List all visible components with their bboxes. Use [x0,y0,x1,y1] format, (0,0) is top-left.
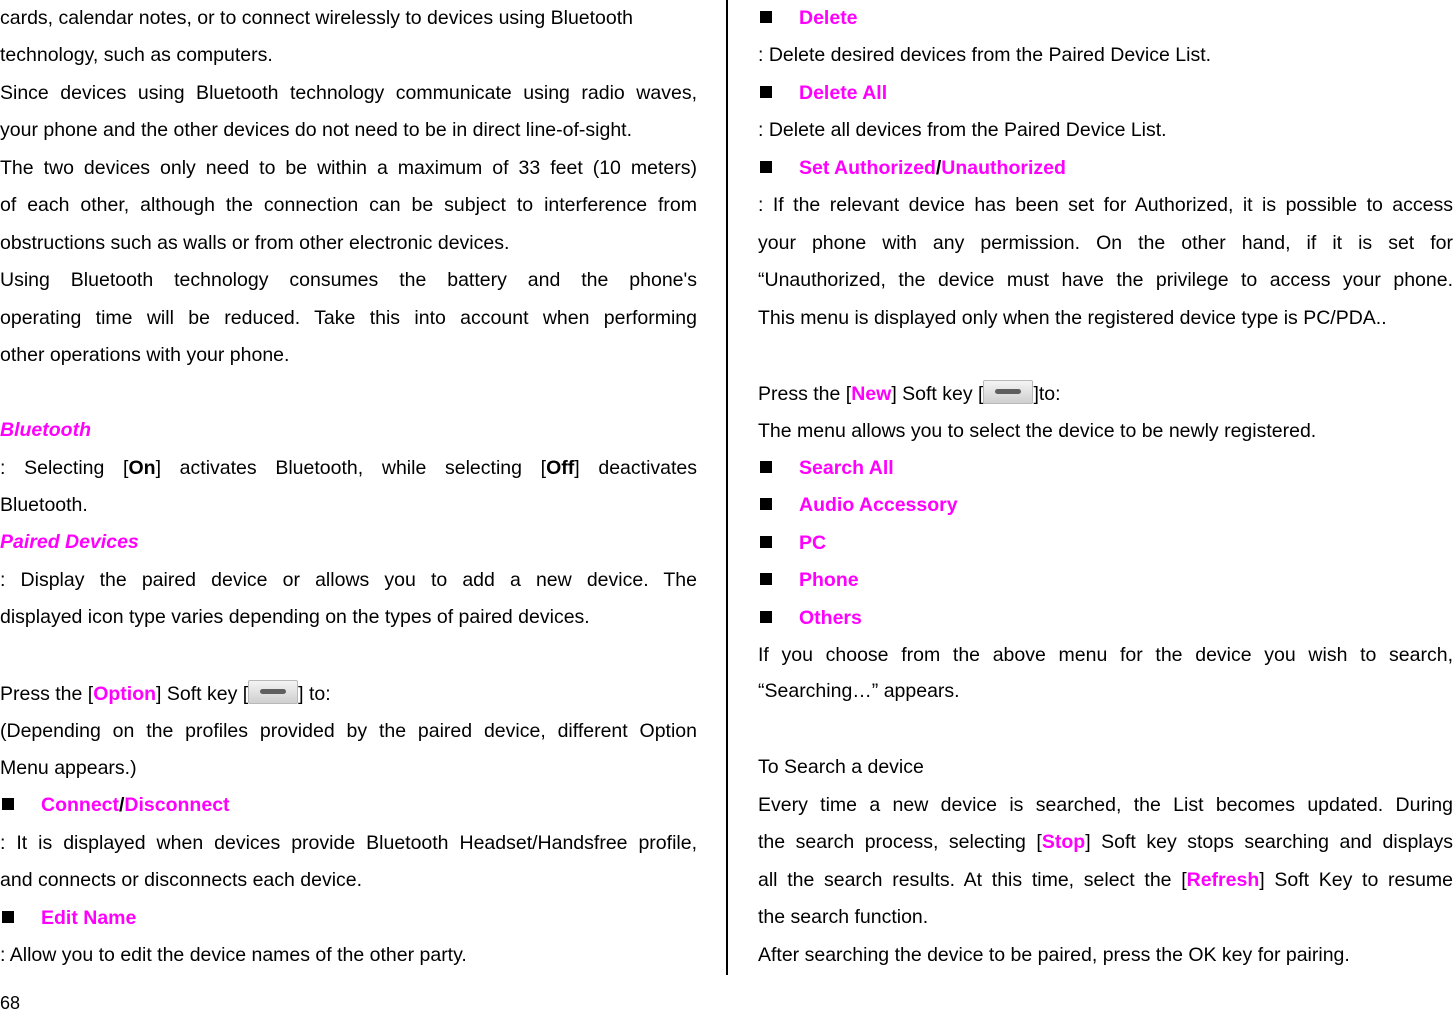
off-label: Off [546,457,575,479]
text-line: Menu appears.) [0,757,137,779]
text-line: Every time a new device is searched, the List becomes updated. During [758,794,1453,816]
text-line: “Searching…” appears. [758,680,960,702]
text-line: The menu allows you to select the device to be newly registered. [758,420,1317,442]
stop-key-label: Stop [1041,831,1086,853]
text-fragment: all the search results. At this time, select the [ [758,869,1187,891]
text-line: “Unauthorized, the device must have the privilege to access your phone. [758,269,1453,291]
text-fragment: the search process, selecting [ [758,831,1042,853]
list-item [758,450,1453,488]
text-fragment: Audio Accessory [799,494,958,516]
stop-line [758,824,1453,862]
set-authorized-item [758,150,1453,188]
text-line: After searching the device to be paired, press the OK key for pairing. [758,944,1350,966]
delete-item [758,0,1453,38]
new-key-label: New [851,383,892,405]
text-fragment: ] Soft key [ [156,683,249,705]
edit-name-item [0,900,697,938]
list-item [758,562,1453,600]
text-line: : Delete desired devices from the Paired Device List. [758,44,1212,66]
text-line: technology, such as computers. [0,44,273,66]
delete-all-item [758,75,1453,113]
text-fragment: Delete [799,7,858,29]
text-fragment: ] Soft key [ [891,383,984,405]
list-item [758,487,1453,525]
option-key-label: Option [93,683,157,705]
text-line: If you choose from the above menu for the device you wish to search, [758,644,1453,666]
square-bullet-icon [760,611,772,623]
square-bullet-icon [760,498,772,510]
square-bullet-icon [760,11,772,23]
bluetooth-heading: Bluetooth [0,419,91,441]
text-line: operating time will be reduced. Take this into account when performing [0,307,697,329]
text-line: : Delete all devices from the Paired Device List. [758,119,1167,141]
text-line: This menu is displayed only when the registered device type is PC/PDA.. [758,307,1387,329]
refresh-line [758,862,1453,900]
text-fragment: / [119,794,125,816]
text-line: : Allow you to edit the device names of the other party. [0,944,467,966]
text-fragment: Press the [ [758,383,852,405]
text-fragment: Phone [799,569,859,591]
text-line: your phone with any permission. On the other hand, if it is set for [758,232,1453,254]
text-fragment: Unauthorized [941,157,1066,179]
square-bullet-icon [760,86,772,98]
text-line: the search function. [758,906,929,928]
text-fragment: Disconnect [124,794,230,816]
text-fragment: Search All [799,457,894,479]
list-item [758,525,1453,563]
bluetooth-description [0,450,697,488]
column-divider [726,0,728,975]
page-number: 68 [0,993,21,1013]
text-line: The two devices only need to be within a maximum of 33 feet (10 meters) [0,157,697,179]
text-fragment: ] deactivates [574,457,698,479]
text-line: (Depending on the profiles provided by the paired device, different Option [0,720,697,742]
refresh-key-label: Refresh [1186,869,1260,891]
text-fragment: ] to: [298,683,331,705]
text-line: : Display the paired device or allows you to add a new device. The [0,569,697,591]
on-label: On [128,457,156,479]
text-line: To Search a device [758,756,924,778]
text-fragment: Edit Name [41,907,137,929]
text-fragment: Connect [41,794,119,816]
text-fragment: Press the [ [0,683,94,705]
text-line: Using Bluetooth technology consumes the battery and the phone's [0,269,697,291]
paired-devices-heading: Paired Devices [0,531,139,553]
text-fragment: / [935,157,942,179]
connect-disconnect-item [0,787,697,825]
soft-key-icon [983,380,1033,404]
square-bullet-icon [760,536,772,548]
soft-key-icon [248,680,298,704]
text-fragment: ]to: [1033,383,1061,405]
text-line: cards, calendar notes, or to connect wirelessly to devices using Bluetooth [0,7,634,29]
text-line: and connects or disconnects each device. [0,869,363,891]
square-bullet-icon [760,573,772,585]
square-bullet-icon [2,798,14,810]
text-fragment: ] activates Bluetooth, while selecting [ [155,457,547,479]
text-line: : If the relevant device has been set for Authorized, it is possible to access [758,194,1453,216]
text-fragment: PC [799,532,827,554]
text-line: Bluetooth. [0,494,88,516]
text-line: other operations with your phone. [0,344,290,366]
square-bullet-icon [760,161,772,173]
text-fragment: Delete All [799,82,888,104]
text-line: displayed icon type varies depending on the types of paired devices. [0,606,590,628]
text-fragment: Set Authorized [799,157,936,179]
text-fragment: Others [799,607,862,629]
square-bullet-icon [760,461,772,473]
text-fragment: ] Soft Key to resume [1259,869,1453,891]
text-line: your phone and the other devices do not need to be in direct line-of-sight. [0,119,632,141]
text-fragment: ] Soft key stops searching and displays [1085,831,1453,853]
text-line: of each other, although the connection can be subject to interference from [0,194,697,216]
text-fragment: : Selecting [ [0,457,129,479]
list-item [758,600,1453,638]
square-bullet-icon [2,911,14,923]
press-option-line [0,676,697,714]
press-new-line [758,376,1453,414]
text-line: : It is displayed when devices provide Bluetooth Headset/Handsfree profile, [0,832,697,854]
text-line: Since devices using Bluetooth technology communicate using radio waves, [0,82,697,104]
text-line: obstructions such as walls or from other electronic devices. [0,232,510,254]
